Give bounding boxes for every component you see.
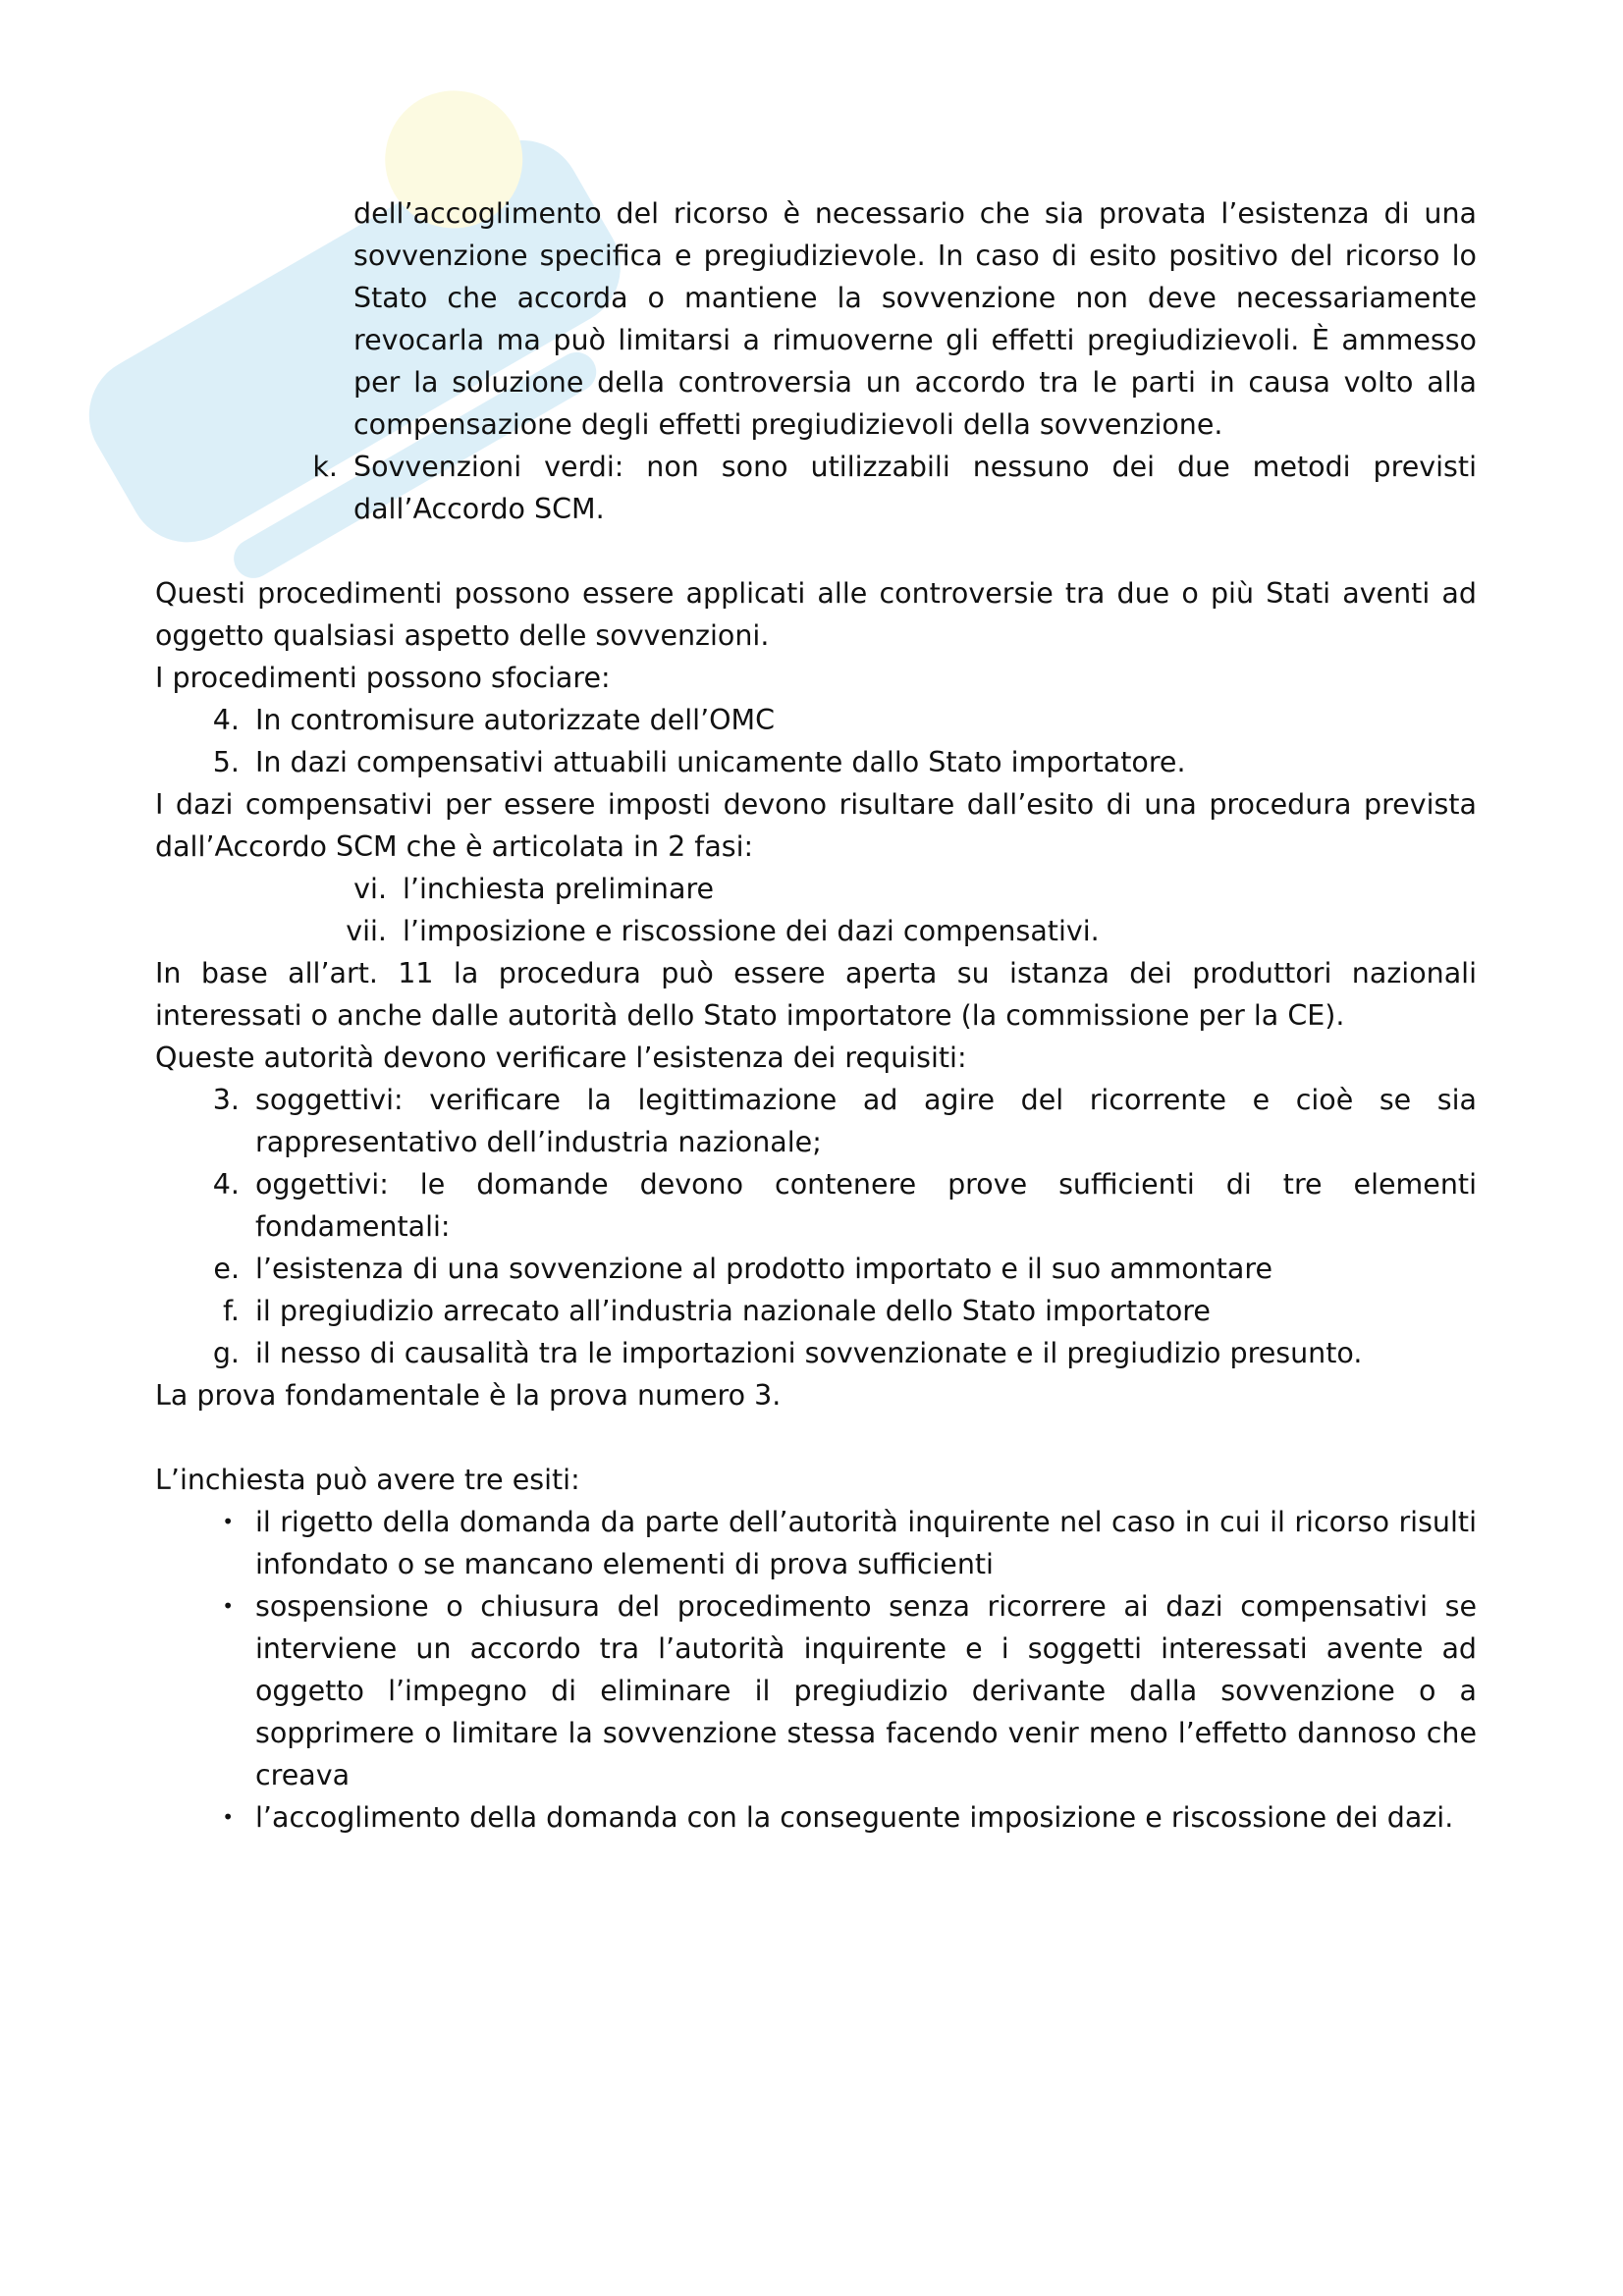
paragraph-sfociare: I procedimenti possono sfociare: [155,662,611,694]
esito-item [155,1585,1477,1796]
list-item-text: il pregiudizio arrecato all’industria nazionale dello Stato importatore [255,1295,1211,1327]
list-item-text: il nesso di causalità tra le importazioni sovvenzionate e il pregiudizio presunto. [255,1337,1363,1369]
bullet-icon: • [222,1805,234,1829]
list-item-text: l’inchiesta preliminare [403,873,715,905]
list-item-text: In dazi compensativi attuabili unicamente dallo Stato importatore. [255,746,1186,778]
requirement-item [155,1332,1477,1374]
list-marker: 5. [212,746,240,778]
requirement-item [155,1248,1477,1290]
list-marker: 4. [212,1168,240,1201]
continuation-block [353,192,1477,446]
outcome-item [155,741,1477,783]
requirement-item [155,1079,1477,1163]
paragraph-art11: In base all’art. 11 la procedura può essere aperta su istanza dei produttori nazionali interessati o anche dalle autorità dello Stato importatore (la commissione per la CE). [155,957,1477,1032]
paragraph-autorita: Queste autorità devono verificare l’esistenza dei requisiti: [155,1041,967,1074]
bullet-icon: • [222,1594,234,1618]
list-marker: f. [222,1295,240,1327]
list-marker: vii. [346,915,387,947]
continuation-paragraph: dell’accoglimento del ricorso è necessario che sia provata l’esistenza di una sovvenzione specifica e pregiudizievole. In caso di esito positivo del ricorso lo Stato che accorda o mantiene la sovvenzione non deve necessariamente revocarla ma può limitarsi a rimuoverne gli effetti pregiudizievoli. È ammesso per la soluzione della controversia un accordo tra le parti in causa volto alla compensazione degli effetti pregiudizievoli della sovvenzione. [353,197,1477,441]
list-marker: vi. [353,873,387,905]
list-item-text: il rigetto della domanda da parte dell’autorità inquirente nel caso in cui il ricorso risulti infondato o se mancano elementi di prova sufficienti [255,1506,1477,1580]
phase-item [155,910,1477,952]
phase-item [155,868,1477,910]
list-item-text: In contromisure autorizzate dell’OMC [255,704,776,736]
spacer [155,1416,1477,1459]
list-item-text: l’accoglimento della domanda con la conseguente imposizione e riscossione dei dazi. [255,1801,1454,1834]
list-item-text: sospensione o chiusura del procedimento senza ricorrere ai dazi compensativi se interviene un accordo tra l’autorità inquirente e i soggetti interessati avente ad oggetto l’impegno di eliminare il pregiudizio derivante dalla sovvenzione o a sopprimere o limitare la sovvenzione stessa facendo venir meno l’effetto dannoso che creava [255,1590,1477,1791]
list-item-k [155,446,1477,530]
paragraph-dazi: I dazi compensativi per essere imposti devono risultare dall’esito di una procedura prevista dall’Accordo SCM che è articolata in 2 fasi: [155,788,1477,863]
list-item-text: l’imposizione e riscossione dei dazi compensativi. [403,915,1100,947]
paragraph-procedimenti: Questi procedimenti possono essere applicati alle controversie tra due o più Stati aventi ad oggetto qualsiasi aspetto delle sovvenzioni. [155,577,1477,652]
paragraph-esiti: L’inchiesta può avere tre esiti: [155,1464,580,1496]
requirement-item [155,1163,1477,1248]
document-page [155,192,1477,1839]
list-marker: e. [213,1253,240,1285]
spacer [155,530,1477,572]
outcome-item [155,699,1477,741]
bullet-icon: • [222,1510,234,1533]
list-item-text: soggettivi: verificare la legittimazione ad agire del ricorrente e cioè se sia rappresentativo dell’industria nazionale; [255,1084,1477,1158]
paragraph-prova: La prova fondamentale è la prova numero 3. [155,1379,782,1412]
esito-item [155,1796,1477,1839]
requirement-item [155,1290,1477,1332]
list-item-text: oggettivi: le domande devono contenere prove sufficienti di tre elementi fondamentali: [255,1168,1477,1243]
list-marker: g. [212,1337,240,1369]
list-item-text: l’esistenza di una sovvenzione al prodotto importato e il suo ammontare [255,1253,1273,1285]
list-marker: 3. [212,1084,240,1116]
list-item-text: Sovvenzioni verdi: non sono utilizzabili nessuno dei due metodi previsti dall’Accordo SCM. [353,451,1477,525]
list-marker: 4. [212,704,240,736]
esito-item [155,1501,1477,1585]
list-marker: k. [312,451,338,483]
